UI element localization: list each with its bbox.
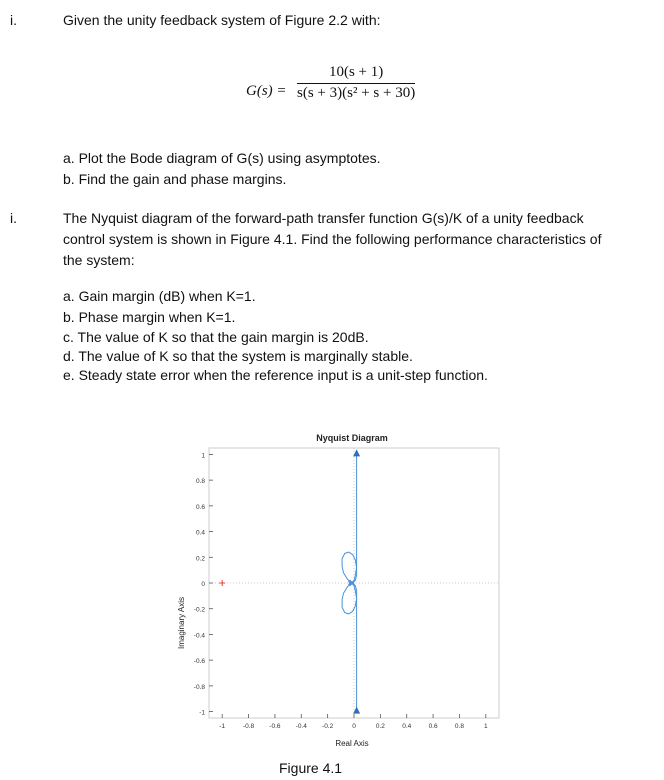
q2-item-a: a. Gain margin (dB) when K=1. [63, 288, 256, 304]
x-tick-label: -0.8 [242, 723, 255, 730]
q1-part-b: b. Find the gain and phase margins. [63, 171, 287, 187]
y-tick-label: -0.8 [193, 683, 205, 691]
direction-arrow-1 [353, 707, 360, 714]
y-tick-label: -0.6 [193, 658, 205, 666]
direction-arrow-0 [353, 449, 360, 456]
tf-lhs: G(s) = [246, 83, 287, 99]
y-tick-label: 0 [201, 581, 205, 588]
tf-denominator: s(s + 3)(s² + s + 30) [297, 85, 416, 101]
q1-part-a: a. Plot the Bode diagram of G(s) using asymptotes. [63, 150, 381, 166]
figure-caption: Figure 4.1 [279, 760, 343, 776]
x-tick-label: 0.4 [402, 723, 412, 730]
q2-item-b: b. Phase margin when K=1. [63, 309, 236, 325]
q2-numeral: i. [10, 210, 17, 226]
x-axis-label: Real Axis [335, 739, 369, 748]
x-tick-label: -0.4 [295, 723, 307, 730]
y-tick-label: -0.4 [193, 632, 205, 640]
q2-item-d: d. The value of K so that the system is marginally stable. [63, 348, 413, 364]
x-tick-label: -0.2 [322, 723, 334, 730]
transfer-function-fraction [297, 64, 415, 102]
nyquist-chart [160, 425, 520, 755]
y-tick-label: 1 [201, 452, 205, 460]
y-tick-label: 0.4 [195, 529, 205, 537]
x-tick-label: 0.6 [428, 723, 438, 730]
q2-item-c: c. The value of K so that the gain margin is 20dB. [63, 329, 369, 345]
q1-numeral: i. [10, 12, 17, 28]
q2-item-e: e. Steady state error when the reference input is a unit-step function. [63, 367, 488, 383]
y-tick-label: -0.2 [193, 606, 205, 614]
q2-intro-line-1: The Nyquist diagram of the forward-path transfer function G(s)/K of a unity feedback [63, 210, 584, 226]
x-tick-label: 0.2 [375, 723, 385, 730]
y-tick-label: 0.2 [195, 555, 205, 563]
y-tick-label: 0.8 [195, 478, 205, 486]
x-tick-label: 1 [484, 723, 488, 730]
q1-intro: Given the unity feedback system of Figure 2.2 with: [63, 12, 381, 28]
q2-intro-line-2: control system is shown in Figure 4.1. Find the following performance characteristics of [63, 231, 602, 247]
y-tick-label: 0.6 [195, 503, 205, 511]
tf-numerator: 10(s + 1) [328, 64, 384, 80]
y-tick-label: -1 [199, 709, 205, 717]
q2-intro-line-3: the system: [63, 252, 135, 268]
x-tick-label: 0.8 [454, 723, 464, 730]
x-tick-label: -1 [219, 723, 226, 730]
y-axis-label: Imaginary Axis [177, 596, 186, 650]
x-tick-label: -0.6 [269, 723, 281, 730]
x-tick-label: 0 [352, 723, 356, 730]
chart-title: Nyquist Diagram [316, 433, 388, 443]
